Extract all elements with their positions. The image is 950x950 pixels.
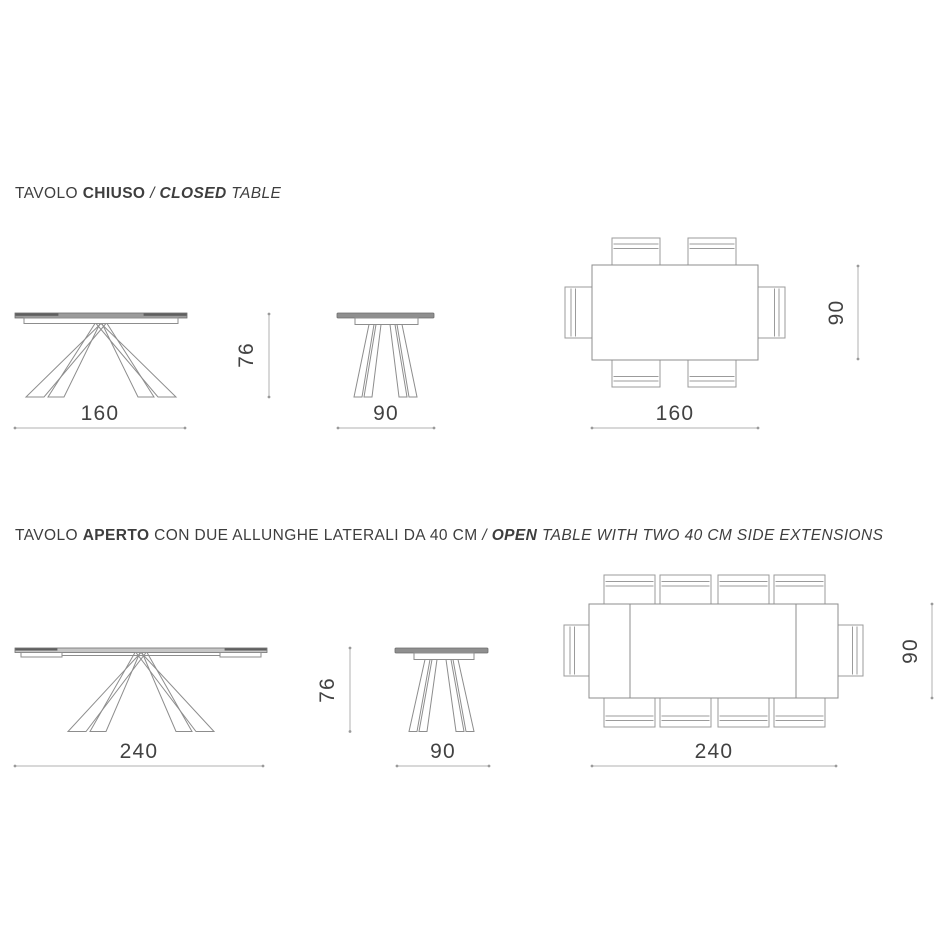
open-front-width-dimension <box>14 740 265 767</box>
closed-table-front-view <box>15 313 187 397</box>
extension-rail-right <box>220 653 261 658</box>
dimension-value: 240 <box>694 740 734 763</box>
closed-side-width-dimension <box>337 402 436 429</box>
leg <box>453 660 474 732</box>
closed-top-depth-dimension <box>825 265 859 361</box>
leg <box>136 653 214 732</box>
title-text-bold: APERTO <box>82 527 150 544</box>
leg <box>68 653 146 732</box>
chair <box>688 238 736 265</box>
leg <box>409 660 430 732</box>
tabletop <box>395 648 488 653</box>
dimension-value: 160 <box>80 402 120 425</box>
open-top-depth-dimension <box>899 603 933 700</box>
title-text: TAVOLO <box>15 185 78 202</box>
leg <box>48 324 100 398</box>
dimension-value: 76 <box>316 677 339 703</box>
tabletop-plan <box>592 265 758 360</box>
leg <box>96 324 176 398</box>
open-side-width-dimension <box>396 740 491 767</box>
extension-leaf-right <box>225 648 267 650</box>
tabletop-leaf-right <box>144 313 187 315</box>
chair <box>774 575 825 604</box>
dimension-value: 90 <box>373 402 399 425</box>
chair <box>604 575 655 604</box>
chair <box>688 360 736 387</box>
open-top-width-dimension <box>591 740 838 767</box>
underframe <box>355 318 418 325</box>
dimension-value: 240 <box>119 740 159 763</box>
chair <box>718 575 769 604</box>
chair <box>718 698 769 727</box>
tabletop <box>337 313 434 318</box>
closed-top-width-dimension <box>591 402 760 429</box>
chair <box>660 575 711 604</box>
open-table-side-view <box>395 648 488 732</box>
title-text-bold-italic: OPEN <box>491 527 538 544</box>
leg <box>397 325 417 398</box>
dimension-value: 160 <box>655 402 695 425</box>
chair <box>612 238 660 265</box>
leg <box>90 653 140 732</box>
chair <box>565 287 592 338</box>
dimension-value: 90 <box>899 638 922 664</box>
chair <box>604 698 655 727</box>
underframe <box>414 653 474 660</box>
title-text-bold-italic: CLOSED <box>159 185 227 202</box>
title-separator: / <box>482 527 487 544</box>
closed-table-top-view <box>565 238 785 387</box>
chair <box>612 360 660 387</box>
chair <box>660 698 711 727</box>
title-text-italic: TABLE <box>231 185 282 202</box>
tabletop-leaf-left <box>15 313 58 315</box>
open-table-front-view <box>15 648 267 732</box>
chair <box>838 625 863 676</box>
closed-front-width-dimension <box>14 402 187 429</box>
dimension-value: 90 <box>825 299 848 326</box>
open-table-top-view <box>564 575 863 727</box>
title-text-italic: TABLE WITH TWO 40 CM SIDE EXTENSIONS <box>541 527 884 544</box>
extension-rail-left <box>21 653 62 658</box>
leg <box>26 324 106 398</box>
closed-height-dimension <box>235 313 270 399</box>
dimension-value: 76 <box>235 342 258 368</box>
leg <box>142 653 192 732</box>
title-text-bold: CHIUSO <box>82 185 146 202</box>
open-height-dimension <box>316 647 351 733</box>
underframe <box>24 318 178 324</box>
chair <box>774 698 825 727</box>
chair <box>564 625 589 676</box>
closed-table-side-view <box>337 313 434 397</box>
dimension-value: 90 <box>430 740 456 763</box>
title-text: CON DUE ALLUNGHE LATERALI DA 40 CM <box>154 527 478 544</box>
chair <box>758 287 785 338</box>
tabletop-plan <box>589 604 838 698</box>
title-separator: / <box>150 185 155 202</box>
leg <box>102 324 154 398</box>
leg <box>354 325 374 398</box>
title-text: TAVOLO <box>15 527 78 544</box>
extension-leaf-left <box>15 648 57 650</box>
